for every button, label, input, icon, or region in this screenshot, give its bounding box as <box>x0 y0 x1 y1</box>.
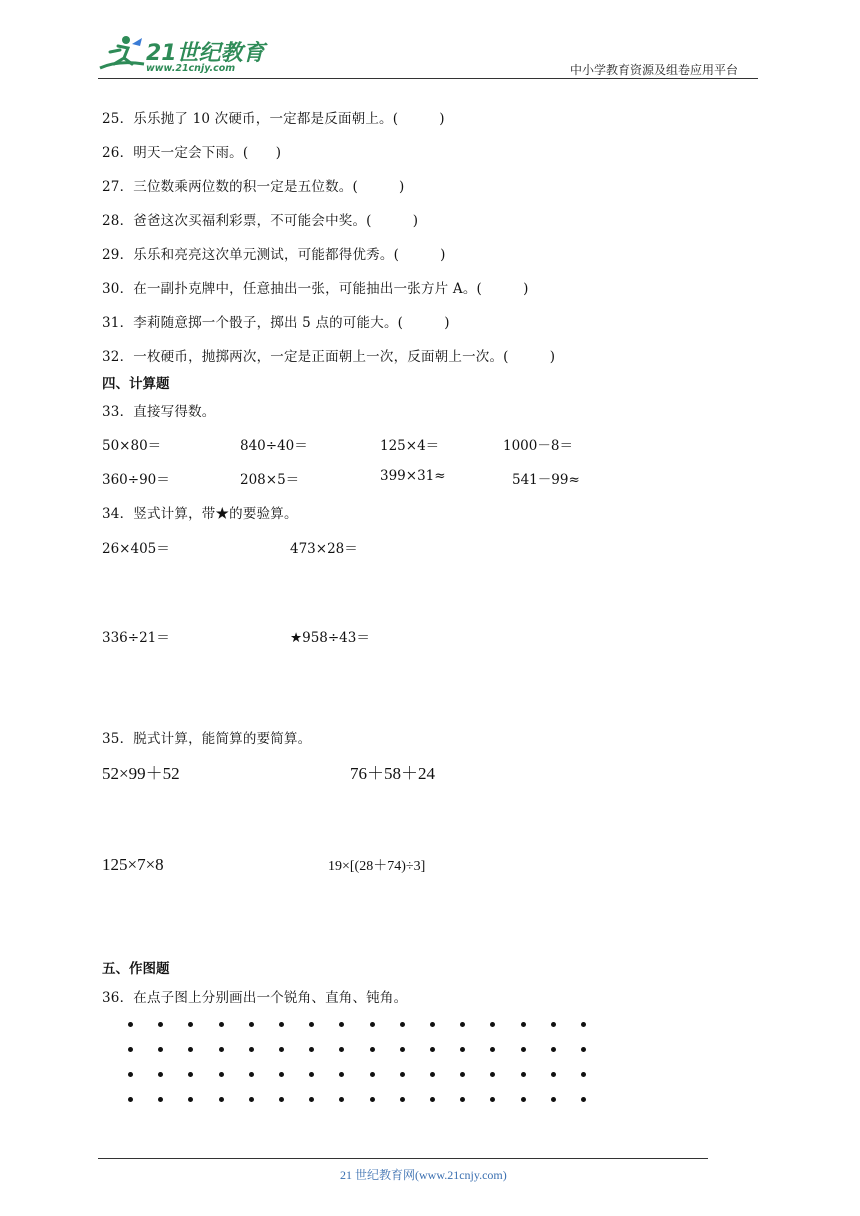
grid-dot[interactable] <box>249 1047 254 1052</box>
expression-item: 52×99＋52 <box>102 764 180 783</box>
question-33: 33．直接写得数。 <box>102 404 216 420</box>
grid-dot[interactable] <box>370 1022 375 1027</box>
section-5-title: 五、作图题 <box>102 961 170 977</box>
grid-dot[interactable] <box>400 1072 405 1077</box>
question-34: 34．竖式计算，带★的要验算。 <box>102 506 298 522</box>
grid-dot[interactable] <box>188 1072 193 1077</box>
grid-dot[interactable] <box>430 1072 435 1077</box>
grid-dot[interactable] <box>249 1097 254 1102</box>
grid-dot[interactable] <box>188 1047 193 1052</box>
question-32: 32．一枚硬币，抛掷两次，一定是正面朝上一次，反面朝上一次。( ) <box>102 349 556 365</box>
grid-dot[interactable] <box>490 1047 495 1052</box>
question-27: 27．三位数乘两位数的积一定是五位数。( ) <box>102 179 405 195</box>
grid-dot[interactable] <box>279 1022 284 1027</box>
vertical-calc-item: 26×405＝ <box>102 541 170 557</box>
grid-dot[interactable] <box>339 1047 344 1052</box>
footer-divider <box>98 1158 708 1159</box>
header-platform-text: 中小学教育资源及组卷应用平台 <box>570 63 739 77</box>
question-28: 28．爸爸这次买福利彩票，不可能会中奖。( ) <box>102 213 419 229</box>
grid-dot[interactable] <box>460 1097 465 1102</box>
oral-calc-item: 1000－8＝ <box>503 438 573 454</box>
grid-dot[interactable] <box>581 1072 586 1077</box>
grid-dot[interactable] <box>521 1097 526 1102</box>
expression-item: 76＋58＋24 <box>350 764 435 783</box>
grid-dot[interactable] <box>249 1072 254 1077</box>
question-31: 31．李莉随意掷一个骰子，掷出 5 点的可能大。( ) <box>102 315 450 331</box>
oral-calc-item: 125×4＝ <box>380 438 440 454</box>
grid-dot[interactable] <box>309 1072 314 1077</box>
grid-dot[interactable] <box>279 1047 284 1052</box>
grid-dot[interactable] <box>249 1022 254 1027</box>
grid-dot[interactable] <box>400 1047 405 1052</box>
footer-text: 21 世纪教育网(www.21cnjy.com) <box>340 1168 507 1182</box>
grid-dot[interactable] <box>309 1022 314 1027</box>
grid-dot[interactable] <box>521 1047 526 1052</box>
grid-dot[interactable] <box>279 1072 284 1077</box>
grid-dot[interactable] <box>309 1047 314 1052</box>
grid-dot[interactable] <box>370 1047 375 1052</box>
logo-title: 21世纪教育 <box>146 41 265 66</box>
oral-calc-item: 541－99≈ <box>512 472 580 488</box>
grid-dot[interactable] <box>551 1097 556 1102</box>
grid-dot[interactable] <box>551 1022 556 1027</box>
grid-dot[interactable] <box>400 1022 405 1027</box>
runner-logo-icon <box>96 34 148 78</box>
grid-dot[interactable] <box>219 1072 224 1077</box>
grid-dot[interactable] <box>128 1097 133 1102</box>
grid-dot[interactable] <box>581 1047 586 1052</box>
dot-grid[interactable] <box>128 1022 598 1112</box>
grid-dot[interactable] <box>219 1022 224 1027</box>
question-26: 26．明天一定会下雨。( ) <box>102 145 282 161</box>
grid-dot[interactable] <box>400 1097 405 1102</box>
oral-calc-item: 208×5＝ <box>240 472 300 488</box>
header-divider <box>98 78 758 79</box>
section-4-title: 四、计算题 <box>102 376 170 392</box>
question-25: 25．乐乐抛了 10 次硬币，一定都是反面朝上。( ) <box>102 111 445 127</box>
grid-dot[interactable] <box>339 1097 344 1102</box>
grid-dot[interactable] <box>128 1047 133 1052</box>
grid-dot[interactable] <box>158 1097 163 1102</box>
grid-dot[interactable] <box>460 1072 465 1077</box>
grid-dot[interactable] <box>490 1022 495 1027</box>
vertical-calc-item: ★958÷43＝ <box>290 630 370 646</box>
grid-dot[interactable] <box>460 1047 465 1052</box>
grid-dot[interactable] <box>430 1097 435 1102</box>
logo-url: www.21cnjy.com <box>146 63 236 74</box>
grid-dot[interactable] <box>551 1072 556 1077</box>
grid-dot[interactable] <box>158 1047 163 1052</box>
oral-calc-item: 399×31≈ <box>380 468 446 484</box>
question-29: 29．乐乐和亮亮这次单元测试，可能都得优秀。( ) <box>102 247 446 263</box>
question-36: 36．在点子图上分别画出一个锐角、直角、钝角。 <box>102 990 408 1006</box>
grid-dot[interactable] <box>521 1022 526 1027</box>
logo <box>96 34 266 78</box>
grid-dot[interactable] <box>581 1022 586 1027</box>
vertical-calc-item: 473×28＝ <box>290 541 358 557</box>
expression-item: 125×7×8 <box>102 855 164 874</box>
grid-dot[interactable] <box>128 1072 133 1077</box>
grid-dot[interactable] <box>430 1022 435 1027</box>
grid-dot[interactable] <box>158 1022 163 1027</box>
grid-dot[interactable] <box>490 1097 495 1102</box>
grid-dot[interactable] <box>581 1097 586 1102</box>
grid-dot[interactable] <box>128 1022 133 1027</box>
grid-dot[interactable] <box>158 1072 163 1077</box>
grid-dot[interactable] <box>219 1047 224 1052</box>
grid-dot[interactable] <box>219 1097 224 1102</box>
grid-dot[interactable] <box>339 1022 344 1027</box>
grid-dot[interactable] <box>370 1072 375 1077</box>
question-35: 35．脱式计算，能简算的要简算。 <box>102 731 312 747</box>
grid-dot[interactable] <box>521 1072 526 1077</box>
grid-dot[interactable] <box>430 1047 435 1052</box>
grid-dot[interactable] <box>490 1072 495 1077</box>
grid-dot[interactable] <box>339 1072 344 1077</box>
question-30: 30．在一副扑克牌中，任意抽出一张，可能抽出一张方片 A。( ) <box>102 281 529 297</box>
expression-item: 19×[(28＋74)÷3] <box>328 859 426 874</box>
grid-dot[interactable] <box>188 1097 193 1102</box>
grid-dot[interactable] <box>309 1097 314 1102</box>
oral-calc-item: 50×80＝ <box>102 438 162 454</box>
grid-dot[interactable] <box>551 1047 556 1052</box>
grid-dot[interactable] <box>279 1097 284 1102</box>
oral-calc-item: 360÷90＝ <box>102 472 170 488</box>
grid-dot[interactable] <box>188 1022 193 1027</box>
grid-dot[interactable] <box>370 1097 375 1102</box>
oral-calc-item: 840÷40＝ <box>240 438 308 454</box>
grid-dot[interactable] <box>460 1022 465 1027</box>
vertical-calc-item: 336÷21＝ <box>102 630 170 646</box>
